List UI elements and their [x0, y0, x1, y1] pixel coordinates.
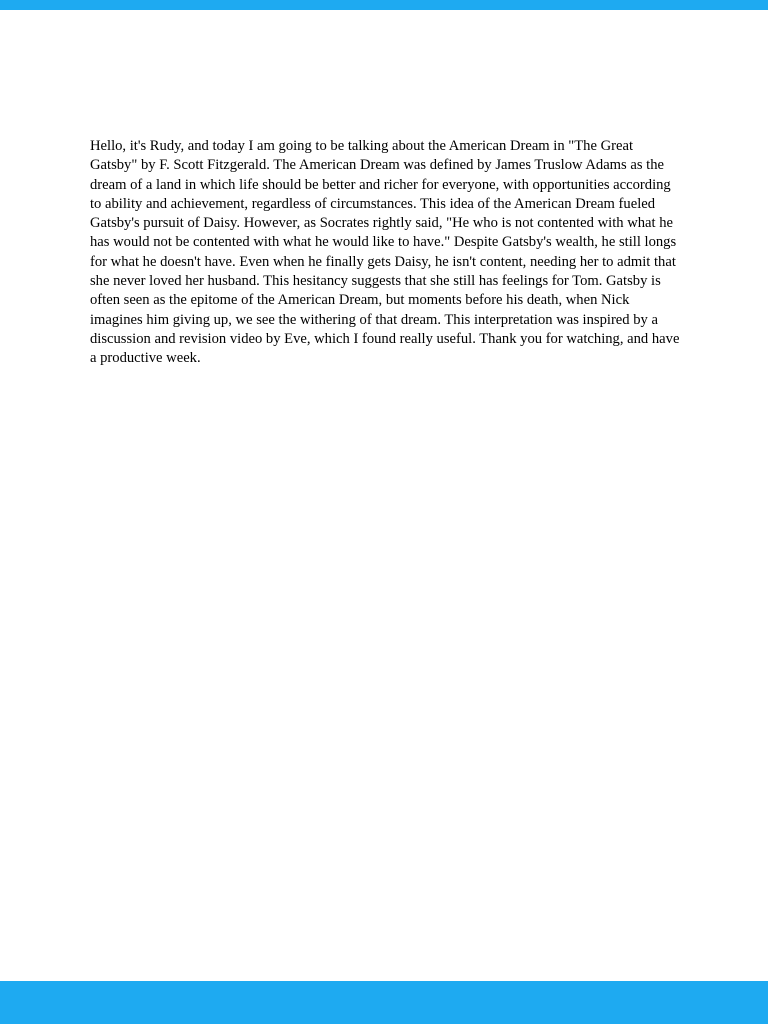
- body-paragraph: Hello, it's Rudy, and today I am going to be talking about the American Dream in "The Great Gatsby" by F. Scott Fitzgerald. The American Dream was defined by James Truslow Adams as the dream of a land in which life should be better and richer for everyone, with opportunities according to ability and achievement, regardless of circumstances. This idea of the American Dream fueled Gatsby's pursuit of Daisy. However, as Socrates rightly said, "He who is not contented with what he has would not be contented with what he would like to have." Despite Gatsby's wealth, he still longs for what he doesn't have. Even when he finally gets Daisy, he isn't content, needing her to admit that she never loved her husband. This hesitancy suggests that she still has feelings for Tom. Gatsby is often seen as the epitome of the American Dream, but moments before his death, when Nick imagines him giving up, we see the withering of that dream. This interpretation was inspired by a discussion and revision video by Eve, which I found really useful. Thank you for watching, and have a productive week.: [90, 138, 680, 367]
- document-body: [90, 137, 680, 369]
- top-accent-bar: [0, 0, 768, 10]
- bottom-accent-bar: [0, 981, 768, 1024]
